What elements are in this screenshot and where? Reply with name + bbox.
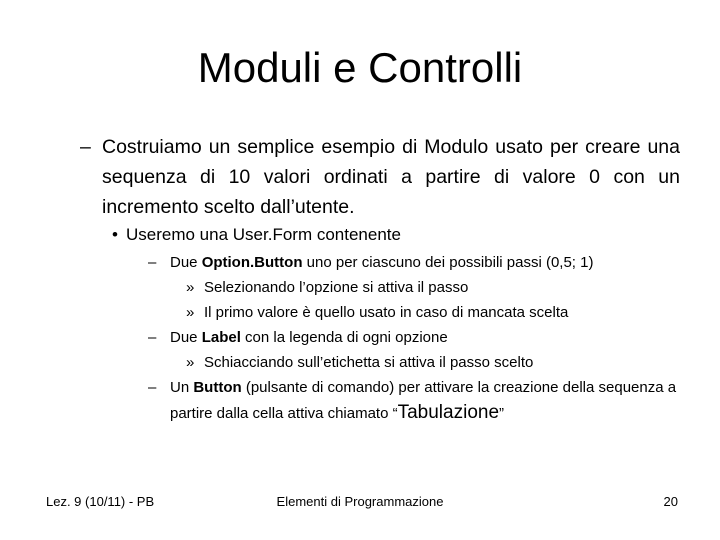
item-option-button bbox=[148, 250, 688, 275]
text-end: ” bbox=[499, 405, 505, 422]
text-pre: Un bbox=[170, 379, 194, 396]
item-button bbox=[148, 375, 688, 426]
dash-marker: – bbox=[80, 136, 91, 158]
bold-term: Button bbox=[193, 379, 242, 396]
text-post: con la legenda di ogni opzione bbox=[240, 329, 448, 346]
text-post: uno per ciascuno dei possibili passi (0,5; 1) bbox=[302, 254, 594, 271]
bullet-marker: • bbox=[112, 225, 118, 244]
slide-title: Moduli e Controlli bbox=[197, 44, 523, 91]
raquo-marker: » bbox=[186, 304, 195, 321]
item-option-sub1-text: Selezionando l’opzione si attiva il passo bbox=[204, 279, 469, 296]
footer-page-number: 20 bbox=[663, 494, 678, 509]
bullet-level2 bbox=[112, 222, 672, 248]
text-post: (pulsante di comando) per attivare la creazione della sequenza a partire dalla cella attiva chiamato “ bbox=[170, 379, 677, 422]
item-option-sub2 bbox=[186, 300, 686, 325]
item-option-sub2-text: Il primo valore è quello usato in caso di mancata scelta bbox=[204, 304, 569, 321]
footer-center: Elementi di Programmazione bbox=[276, 494, 444, 509]
dash-marker: – bbox=[148, 379, 157, 396]
item-label bbox=[148, 325, 688, 350]
footer-left: Lez. 9 (10/11) - PB bbox=[46, 494, 155, 509]
bold-term: Option.Button bbox=[201, 254, 303, 271]
item-option-sub1 bbox=[186, 275, 686, 300]
item-label-text bbox=[170, 325, 688, 350]
item-button-text bbox=[170, 375, 688, 426]
bullet-level1-text: Costruiamo un semplice esempio di Modulo usato per creare una sequenza di 10 valori ordinati a partire di valore 0 con un incremento scelto dall’utente. bbox=[102, 136, 680, 218]
dash-marker: – bbox=[148, 329, 157, 346]
item-option-button-text bbox=[170, 250, 688, 275]
item-label-sub1 bbox=[186, 350, 686, 375]
bullet-level1 bbox=[80, 132, 680, 222]
text-pre: Due bbox=[170, 329, 202, 346]
bullet-level2-text: Useremo una User.Form contenente bbox=[126, 225, 401, 244]
big-term: Tabulazione bbox=[397, 402, 500, 423]
text-pre: Due bbox=[170, 254, 202, 271]
item-label-sub1-text: Schiacciando sull’etichetta si attiva il passo scelto bbox=[204, 354, 534, 371]
bold-term: Label bbox=[201, 329, 241, 346]
raquo-marker: » bbox=[186, 354, 195, 371]
dash-marker: – bbox=[148, 254, 157, 271]
raquo-marker: » bbox=[186, 279, 195, 296]
